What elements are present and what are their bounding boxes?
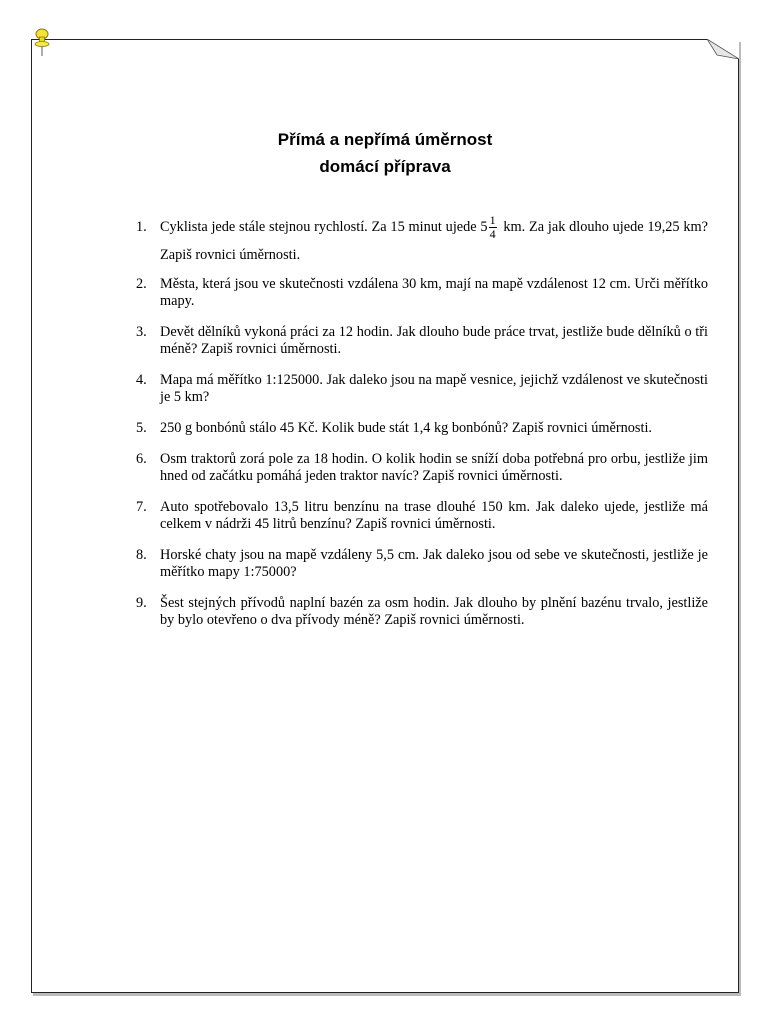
page-title [32, 126, 738, 180]
item-text: 250 g bonbónů stálo 45 Kč. Kolik bude stát 1,4 kg bonbónů? Zapiš rovnici úměrnosti. [160, 420, 652, 437]
item-text: Šest stejných přívodů naplní bazén za osm hodin. Jak dlouho by plnění bazénu trvalo, jestliže by bylo otevřeno o dva přívody méně? Zapiš rovnici úměrnosti. [160, 595, 708, 629]
item-text: Osm traktorů zorá pole za 18 hodin. O kolik hodin se sníží doba potřebná pro orbu, jestliže jim hned od začátku pomáhá jeden traktor navíc? Zapiš rovnici úměrnosti. [160, 451, 708, 485]
item-number: 9. [136, 595, 147, 612]
exercise-list [136, 213, 708, 629]
item-number: 1. [136, 219, 147, 235]
list-item [136, 595, 708, 629]
item-number: 3. [136, 324, 147, 341]
item-number: 5. [136, 420, 147, 437]
pushpin-icon [34, 28, 50, 58]
list-item [136, 420, 708, 437]
list-item [136, 324, 708, 358]
list-item [136, 451, 708, 485]
list-item [136, 547, 708, 581]
list-item [136, 499, 708, 533]
item-text: Města, která jsou ve skutečnosti vzdálena 30 km, mají na mapě vzdálenost 12 cm. Urči měřítko mapy. [160, 276, 708, 310]
title-line-2: domácí příprava [319, 157, 451, 176]
folded-corner-icon [707, 39, 739, 59]
list-item [136, 276, 708, 310]
item-text: Horské chaty jsou na mapě vzdáleny 5,5 cm. Jak daleko jsou od sebe ve skutečnosti, jestliže je měřítko mapy 1:75000? [160, 547, 708, 581]
item-number: 2. [136, 276, 147, 293]
item-text: Devět dělníků vykoná práci za 12 hodin. Jak dlouho bude práce trvat, jestliže bude dělníků o tři méně? Zapiš rovnici úměrnosti. [160, 324, 708, 358]
list-item: 1. Cyklista jede stále stejnou rychlostí. Za 15 minut ujede 5 $\frac{1}{4}$ km. Za jak dlouho ujede 19,25 km? Zapiš rovnici úměrnosti. [136, 213, 708, 264]
document-page [31, 39, 739, 993]
item-number: 7. [136, 499, 147, 516]
list-item [136, 372, 708, 406]
item-number: 6. [136, 451, 147, 468]
item-number: 4. [136, 372, 147, 389]
item-text: Mapa má měřítko 1:125000. Jak daleko jsou na mapě vesnice, jejichž vzdálenost ve skutečnosti je 5 km? [160, 372, 708, 406]
item-text: Auto spotřebovalo 13,5 litru benzínu na trase dlouhé 150 km. Jak daleko ujede, jestliže má celkem v nádrži 45 litrů benzínu? Zapiš rovnici úměrnosti. [160, 499, 708, 533]
title-line-1: Přímá a nepřímá úměrnost [277, 130, 493, 149]
item-number: 8. [136, 547, 147, 564]
fraction: $\frac{1}{4}$ [489, 213, 496, 242]
